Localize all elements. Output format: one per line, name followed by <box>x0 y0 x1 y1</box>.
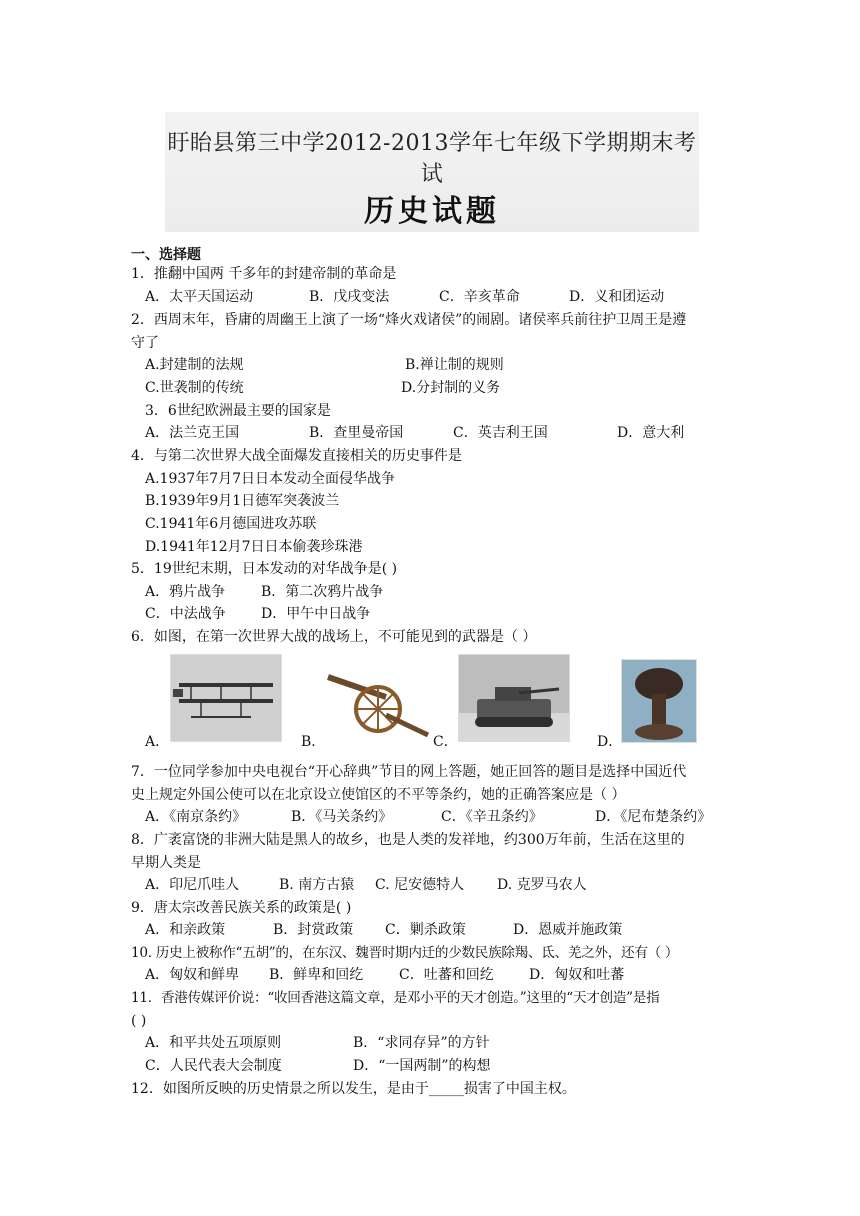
option: A．《南京条约》 <box>145 809 247 825</box>
option: A．匈奴和鲜卑 <box>145 967 240 983</box>
option: D．意大利 <box>617 425 685 441</box>
option: A．法兰克王国 <box>145 425 240 441</box>
question-stem: 11．香港传媒评价说：“收回香港这篇文章，是邓小平的天才创造。”这里的“天才创造”是指 <box>131 990 660 1006</box>
question-stem: 守了 <box>131 335 159 351</box>
option: B．戊戌变法 <box>309 289 390 305</box>
option: D．义和团运动 <box>569 289 665 305</box>
option: D．“一国两制”的构想 <box>353 1058 491 1074</box>
option: C.1941年6月德国进攻苏联 <box>145 516 317 532</box>
option: D.1941年12月7日日本偷袭珍珠港 <box>145 539 363 555</box>
option: B．鲜卑和回纥 <box>269 967 364 983</box>
option: D．恩威并施政策 <box>513 922 623 938</box>
option: A．鸦片战争 <box>145 584 226 600</box>
question-stem: 10. 历史上被称作“五胡”的，在东汉、魏晋时期内迁的少数民族除羯、氐、羌之外，还有（ ） <box>131 945 679 961</box>
section-title: 一、选择题 <box>131 247 201 263</box>
tank-image <box>458 654 570 742</box>
exam-title: 盱眙县第三中学2012-2013学年七年级下学期期末考试 <box>167 131 697 187</box>
question-stem: 6．如图，在第一次世界大战的战场上，不可能见到的武器是（ ） <box>131 629 537 645</box>
option: C. 尼安德特人 <box>375 877 465 893</box>
exam-subtitle: 历史试题 <box>364 194 500 229</box>
question-stem: 9．唐太宗改善民族关系的政策是( ) <box>131 900 352 916</box>
option: C．人民代表大会制度 <box>145 1058 282 1074</box>
option: D． <box>597 734 623 750</box>
option: B. 南方古猿 <box>279 877 355 893</box>
option: B．封赏政策 <box>273 922 354 938</box>
question-stem: 史上规定外国公使可以在北京设立使馆区的不平等条约，她的正确答案应是（ ） <box>131 787 626 803</box>
option: C.世袭制的传统 <box>145 380 244 396</box>
question-stem: 2．西周末年，昏庸的周幽王上演了一场“烽火戏诸侯”的闹剧。诸侯率兵前往护卫周王是遵 <box>131 312 687 328</box>
option: B．第二次鸦片战争 <box>261 584 384 600</box>
question-stem: ( ) <box>131 1013 147 1029</box>
option: A.1937年7月7日日本发动全面侵华战争 <box>145 471 396 487</box>
option: D. 克罗马农人 <box>497 877 587 893</box>
question-stem: 8．广袤富饶的非洲大陆是黑人的故乡，也是人类的发祥地，约300万年前，生活在这里的 <box>131 832 685 848</box>
option: C．辛亥革命 <box>439 289 520 305</box>
question-stem: 3．6世纪欧洲最主要的国家是 <box>145 403 331 419</box>
exam-header-image <box>165 112 699 232</box>
option: A．太平天国运动 <box>145 289 254 305</box>
option: C． <box>433 734 458 750</box>
question-stem: 1．推翻中国两 千多年的封建帝制的革命是 <box>131 266 397 282</box>
field-gun-image <box>325 656 431 742</box>
question-stem: 7．一位同学参加中央电视台“开心辞典”节目的网上答题，她正回答的题目是选择中国近代 <box>131 764 687 780</box>
option: C．剿杀政策 <box>385 922 466 938</box>
option: D．甲午中日战争 <box>261 606 371 622</box>
option: B．查里曼帝国 <box>309 425 404 441</box>
option: A.封建制的法规 <box>145 357 244 373</box>
option: A．和亲政策 <box>145 922 226 938</box>
option: B.禅让制的规则 <box>405 357 504 373</box>
option: B．“求同存异”的方针 <box>353 1035 490 1051</box>
option: C．英吉利王国 <box>453 425 548 441</box>
option: C．《辛丑条约》 <box>441 809 543 825</box>
option: B． <box>301 734 326 750</box>
option: C．吐蕃和回纥 <box>399 967 494 983</box>
option: B．《马关条约》 <box>291 809 393 825</box>
question-stem: 12．如图所反映的历史情景之所以发生，是由于_____损害了中国主权。 <box>131 1081 576 1097</box>
option: C．中法战争 <box>145 606 226 622</box>
option: A．和平共处五项原则 <box>145 1035 282 1051</box>
option: A．印尼爪哇人 <box>145 877 240 893</box>
question-stem: 5．19世纪末期，日本发动的对华战争是( ) <box>131 561 398 577</box>
option: D.分封制的义务 <box>401 380 501 396</box>
question-stem: 4．与第二次世界大战全面爆发直接相关的历史事件是 <box>131 448 462 464</box>
question-stem: 早期人类是 <box>131 855 201 871</box>
option: D．匈奴和吐蕃 <box>529 967 625 983</box>
option: B.1939年9月1日德军突袭波兰 <box>145 493 340 509</box>
biplane-image <box>170 654 282 742</box>
mushroom-cloud-image <box>621 659 697 743</box>
option: D．《尼布楚条约》 <box>595 809 712 825</box>
option: A． <box>145 734 170 750</box>
